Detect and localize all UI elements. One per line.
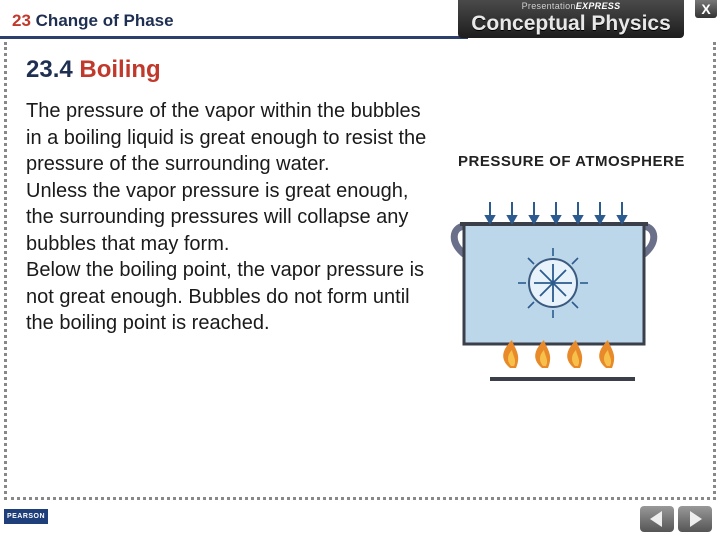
atmosphere-arrows bbox=[486, 202, 626, 223]
pearson-logo: PEARSON bbox=[4, 509, 48, 524]
section-title: Boiling bbox=[79, 56, 161, 83]
down-arrow bbox=[486, 202, 494, 223]
down-arrow bbox=[618, 202, 626, 223]
brand-title: Conceptual Physics bbox=[471, 12, 671, 35]
back-arrow-icon bbox=[640, 506, 674, 532]
slide-title bbox=[26, 56, 161, 84]
chapter-name: Change of Phase bbox=[35, 11, 174, 30]
brand-express: EXPRESS bbox=[575, 1, 621, 11]
paragraph: Below the boiling point, the vapor pressure is not great enough. Bubbles do not form until the boiling point is reached. bbox=[26, 259, 425, 334]
close-button[interactable]: X bbox=[695, 0, 717, 18]
next-slide-button[interactable] bbox=[678, 506, 712, 532]
atmosphere-label: PRESSURE OF ATMOSPHERE bbox=[458, 153, 685, 170]
pot-diagram bbox=[450, 150, 720, 390]
paragraph: Unless the vapor pressure is great enough, the surrounding pressures will collapse any bubbles that may form. bbox=[26, 179, 409, 255]
down-arrow bbox=[596, 202, 604, 223]
brand-banner bbox=[458, 0, 684, 38]
brand-subtitle bbox=[458, 1, 684, 11]
header-bar bbox=[0, 0, 720, 42]
down-arrow bbox=[508, 202, 516, 223]
paragraph: The pressure of the vapor within the bubbles in a boiling liquid is great enough to resist the pressure of the surrounding water. bbox=[26, 100, 427, 175]
forward-arrow-icon bbox=[678, 506, 712, 532]
chapter-number: 23 bbox=[12, 11, 31, 30]
down-arrow bbox=[574, 202, 582, 223]
down-arrow bbox=[530, 202, 538, 223]
left-dotted-border bbox=[4, 42, 7, 494]
header-rule bbox=[0, 36, 468, 39]
bottom-dotted-border bbox=[4, 497, 716, 500]
brand-prefix: Presentation bbox=[521, 1, 576, 11]
slide-body bbox=[26, 98, 438, 337]
chapter-title bbox=[12, 11, 174, 31]
down-arrow bbox=[552, 202, 560, 223]
boiling-pot-illustration bbox=[450, 150, 720, 390]
previous-slide-button[interactable] bbox=[640, 506, 674, 532]
section-number: 23.4 bbox=[26, 56, 73, 83]
